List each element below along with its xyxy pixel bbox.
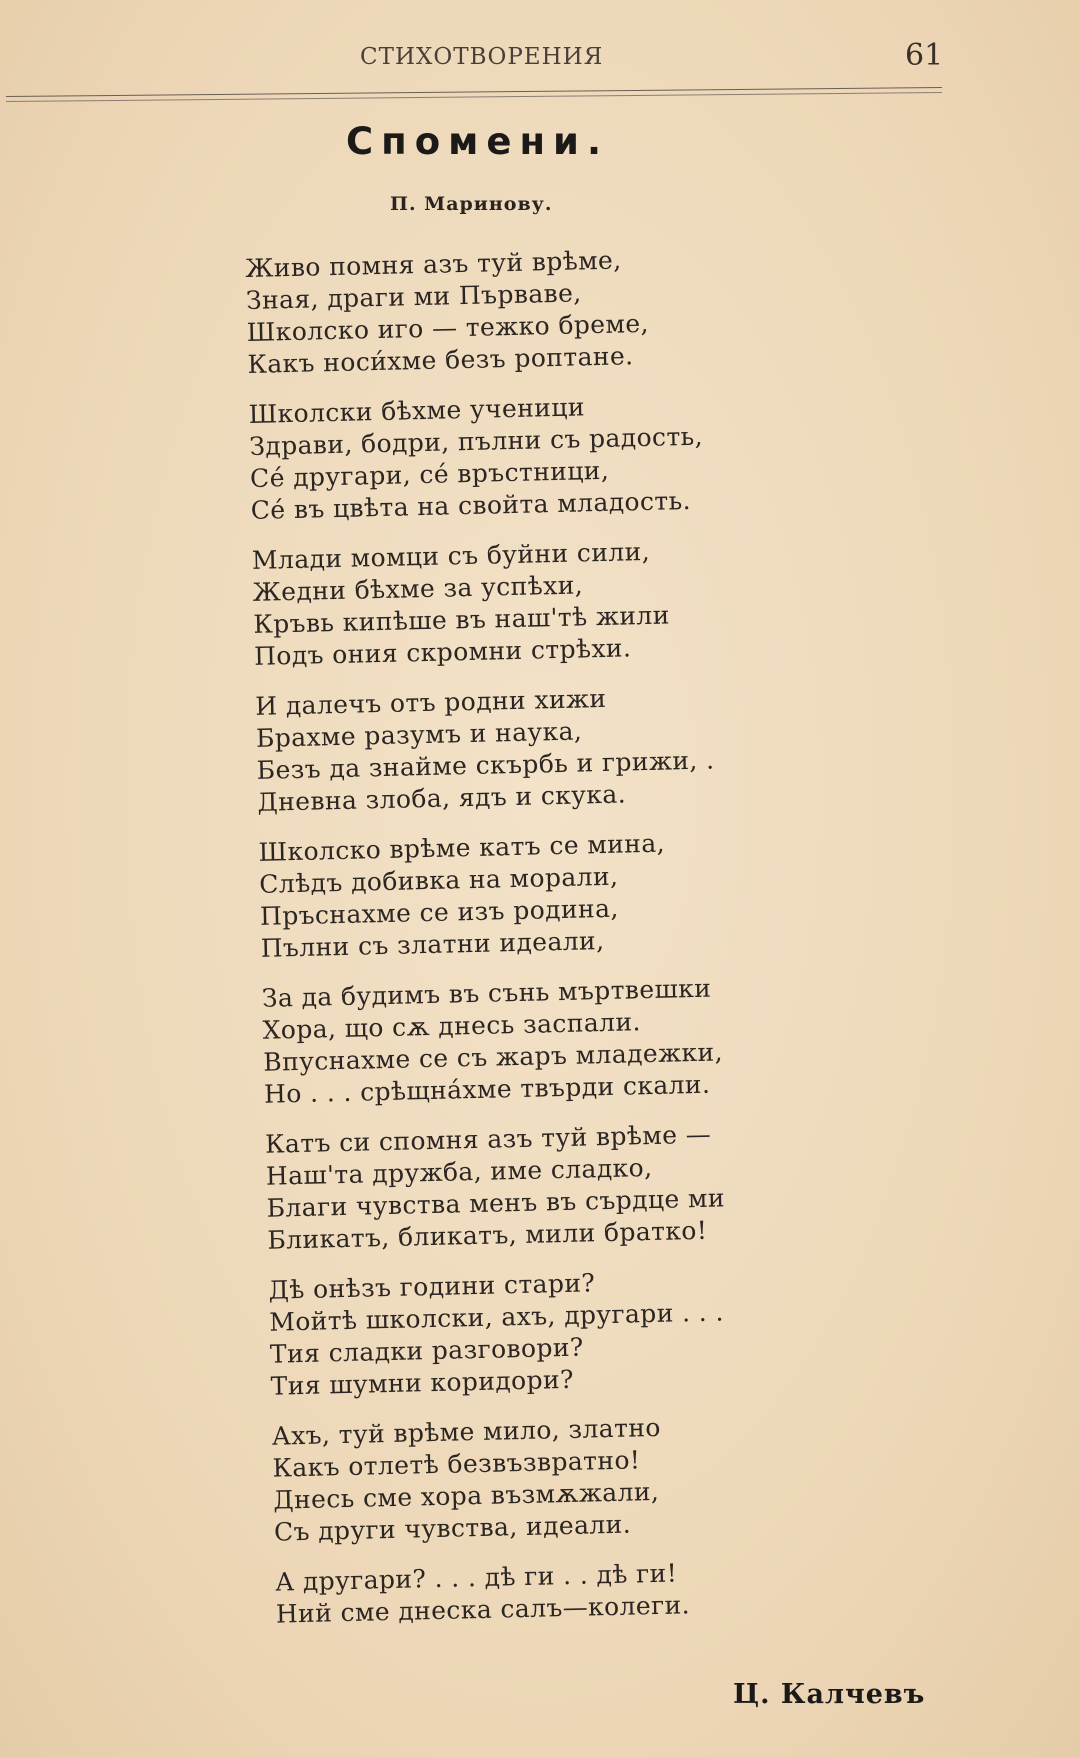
poem-line: Кръвь кипѣше въ наш'тѣ жили	[253, 600, 671, 639]
poem-dedication: П. Маринову.	[390, 193, 553, 215]
poem-line: Се́ въ цвѣта на свойта младость.	[250, 485, 692, 525]
poem-line: Се́ другари, се́ връстници,	[249, 455, 610, 493]
poem-line: За да будимъ въ сънь мъртвешки	[261, 973, 712, 1013]
poem-line: И далечъ отъ родни хижи	[254, 683, 607, 721]
poem-line: Впуснахме се съ жаръ младежки,	[263, 1037, 724, 1077]
poem-line: Подъ ония скромни стрѣхи.	[253, 633, 632, 671]
poem-line: Школски бѣхме ученици	[248, 392, 586, 429]
poem-line: Тия сладки разговори?	[269, 1332, 585, 1369]
poem-line: Ний сме днеска салъ—колеги.	[275, 1590, 691, 1629]
poem-line: Живо помня азъ туй врѣме,	[245, 245, 622, 283]
stanza	[271, 1408, 854, 1549]
stanza	[258, 824, 841, 965]
poem-line: Слѣдъ добивка на морали,	[258, 861, 619, 899]
poem-line: Мойтѣ школски, ахъ, другари . . .	[268, 1297, 725, 1337]
poem-line: Безъ да знайме скърбь и грижи, .	[256, 745, 715, 785]
poem-line: Днесь сме хора възмѫжали,	[272, 1476, 660, 1515]
poem-line: Но . . . срѣщна́хме твърди скали.	[263, 1069, 711, 1109]
poem-line: Здрави, бодри, пълни съ радость,	[249, 421, 704, 461]
page-number: 61	[905, 38, 944, 73]
poem-line: А другари? . . . дѣ ги . . дѣ ги!	[274, 1558, 678, 1597]
poem-line: Жедни бѣхме за успѣхи,	[252, 570, 584, 607]
poem-line: Хора, що сѫ днесь заспали.	[262, 1007, 642, 1045]
stanza	[262, 970, 845, 1111]
poem-line: Млади момци съ буйни сили,	[251, 536, 651, 575]
poem-line: Съ други чувства, идеали.	[273, 1509, 632, 1547]
poem-line: Пръснахме се изъ родина,	[259, 893, 619, 931]
stanza	[265, 1116, 848, 1257]
running-head: СТИХОТВОРЕНИЯ	[360, 44, 604, 70]
poem-line: Ахъ, туй врѣме мило, златно	[271, 1412, 662, 1451]
poem-line: Тия шумни коридори?	[270, 1364, 575, 1401]
header-rule-secondary	[6, 92, 942, 102]
stanza	[248, 386, 831, 527]
poem-line: Какъ отлетѣ безвъзвратно!	[272, 1445, 641, 1483]
poem-line: Школско иго — тежко бреме,	[246, 308, 650, 347]
stanza	[275, 1554, 856, 1631]
stanza	[268, 1262, 851, 1403]
poem-line: Зная, драги ми Първаве,	[245, 278, 582, 315]
stanza	[255, 678, 838, 819]
poem-line: Катъ си спомня азъ туй врѣме —	[264, 1119, 712, 1159]
poem-line: Какъ носи́хме безъ роптане.	[247, 341, 634, 379]
poem-line: Дѣ онѣзъ години стари?	[268, 1268, 596, 1305]
poem-title: Спомени.	[346, 120, 610, 163]
poem-body	[245, 240, 857, 1649]
stanza	[245, 240, 828, 381]
poem-line: Дневна злоба, ядъ и скука.	[257, 779, 627, 817]
poem-line: Наш'та дружба, име сладко,	[265, 1152, 653, 1191]
author-signature: Ц. Калчевъ	[733, 1679, 926, 1710]
stanza	[252, 532, 835, 673]
poem-line: Школско врѣме катъ се мина,	[258, 828, 666, 867]
poem-line: Благи чувства менъ въ сърдце ми	[266, 1183, 726, 1223]
poem-line: Брахме разумъ и наука,	[255, 716, 583, 753]
poem-line: Бликатъ, бликатъ, мили братко!	[267, 1215, 708, 1255]
poem-line: Пълни съ златни идеали,	[260, 926, 605, 963]
